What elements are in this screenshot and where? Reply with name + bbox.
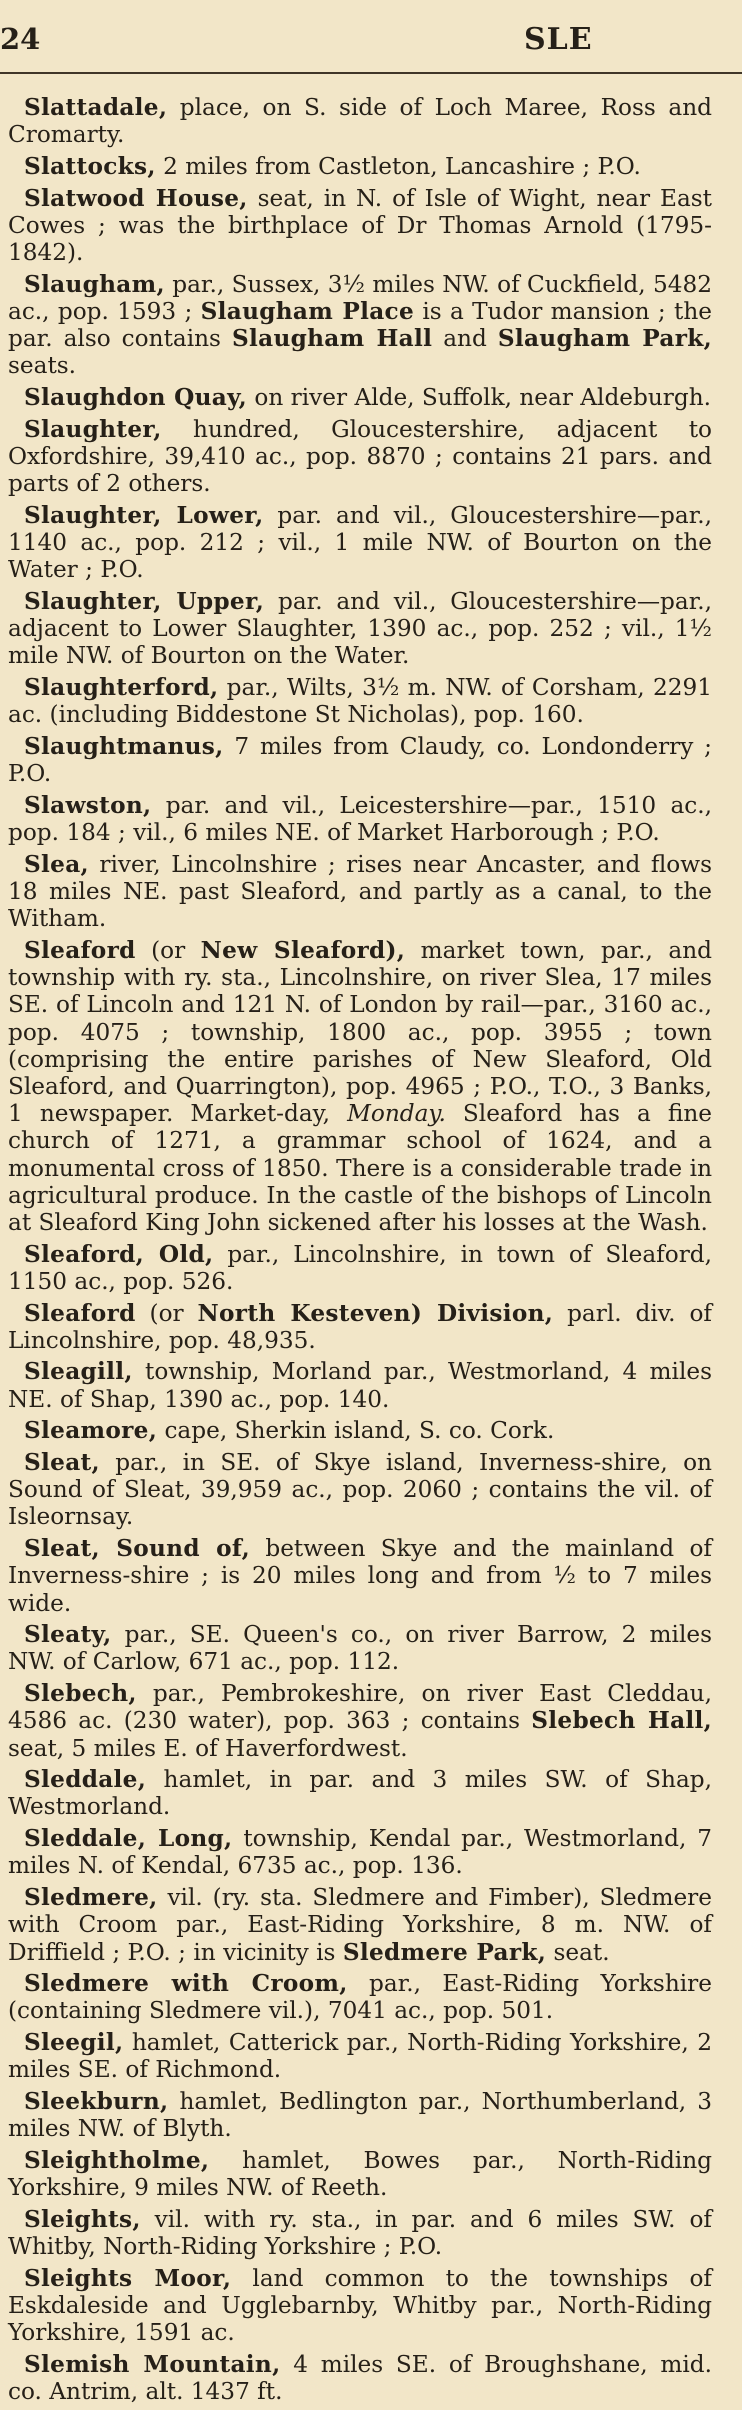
- entry-text: par., Pembrokeshire, on river East Cleddau, 4586 ac. (230 water), pop. 363 ; contains: [8, 1680, 712, 1735]
- gazetteer-entry: [8, 937, 712, 1236]
- gazetteer-entry: [8, 2147, 712, 2201]
- entry-headword: Slea,: [24, 850, 89, 878]
- gazetteer-entry: [8, 674, 712, 728]
- entry-headword: Sleagill,: [24, 1358, 133, 1386]
- page-number: 24: [0, 22, 41, 56]
- entry-headword: Sleekburn,: [24, 2088, 169, 2116]
- entry-headword: Sleddale,: [24, 1766, 147, 1794]
- entry-headword: Sleaford, Old,: [24, 1240, 214, 1268]
- gazetteer-entry: [8, 2265, 712, 2347]
- entry-headword: Slaugham Place: [200, 297, 415, 325]
- gazetteer-entry: [8, 1300, 712, 1354]
- entry-text: vil. with ry. sta., in par. and 6 miles SW. of Whitby, North-Riding Yorkshire ; P.O.: [8, 2205, 712, 2261]
- entry-text: is a Tudor mansion ; the par. also contains: [8, 297, 713, 353]
- entry-text: (or: [135, 936, 201, 964]
- entry-headword: Slaughdon Quay,: [24, 384, 248, 412]
- entry-headword: New Sleaford),: [200, 936, 406, 964]
- entry-text: place, on S. side of Loch Maree, Ross and Cromarty.: [8, 94, 712, 149]
- entry-headword: Slaughtmanus,: [24, 732, 224, 760]
- entry-headword: Sleegil,: [24, 2029, 124, 2057]
- gazetteer-entry: [8, 2206, 712, 2260]
- gazetteer-entry: [8, 1535, 712, 1617]
- entry-headword: Slaughter, Lower,: [24, 501, 264, 529]
- gazetteer-entry: [8, 1621, 712, 1675]
- gazetteer-entry: [8, 502, 712, 584]
- gazetteer-entry: [8, 1970, 712, 2024]
- entry-headword: Sleaty,: [24, 1621, 112, 1649]
- entry-text: par., in SE. of Skye island, Inverness-shire, on Sound of Sleat, 39,959 ac., pop. 2060 ; contains the vil. of Isleornsay.: [8, 1449, 712, 1531]
- entry-headword: Slebech,: [24, 1680, 137, 1708]
- entry-text: township, Morland par., Westmorland, 4 miles NE. of Shap, 1390 ac., pop. 140.: [8, 1358, 712, 1413]
- entry-text: land common to the townships of Eskdaleside and Ugglebarnby, Whitby par., North-Riding Yorkshire, 1591 ac.: [8, 2264, 712, 2347]
- entry-headword: Slaughterford,: [24, 674, 219, 702]
- gazetteer-entry: [8, 792, 712, 846]
- entry-headword: Slaugham,: [24, 270, 165, 298]
- gazetteer-entry: [8, 1825, 712, 1879]
- gazetteer-entry: [8, 1358, 712, 1412]
- entry-headword: Slebech Hall,: [531, 1707, 712, 1735]
- gazetteer-entry: [8, 1884, 712, 1966]
- entry-text: between Skye and the mainland of Inverness-shire ; is 20 miles long and from ½ to 7 miles wide.: [8, 1535, 712, 1617]
- entry-headword: Sleat,: [24, 1449, 100, 1477]
- gazetteer-entry: [8, 185, 712, 267]
- entry-text: township, Kendal par., Westmorland, 7 miles N. of Kendal, 6735 ac., pop. 136.: [8, 1825, 712, 1880]
- entry-list: [8, 94, 712, 2410]
- entry-headword: Sleights,: [24, 2205, 141, 2233]
- gazetteer-entry: [8, 2088, 712, 2142]
- entry-text: and: [432, 325, 498, 353]
- entry-text: seat, 5 miles E. of Haverfordwest.: [8, 1734, 408, 1762]
- entry-headword: Sledmere with Croom,: [24, 1970, 348, 1998]
- entry-text: hamlet, in par. and 3 miles SW. of Shap, Westmorland.: [8, 1766, 712, 1821]
- entry-headword: Slaugham Hall: [231, 325, 433, 353]
- entry-text: par., East-Riding Yorkshire (containing Sledmere vil.), 7041 ac., pop. 501.: [8, 1970, 712, 2025]
- entry-text: par. and vil., Gloucestershire—par., 1140 ac., pop. 212 ; vil., 1 mile NW. of Bourton on the Water ; P.O.: [8, 501, 712, 584]
- gazetteer-entry: [8, 1449, 712, 1531]
- entry-headword: Sleightholme,: [24, 2146, 210, 2174]
- entry-headword: North Kesteven) Division,: [197, 1299, 554, 1327]
- gazetteer-entry: [8, 1680, 712, 1762]
- gazetteer-entry: [8, 1766, 712, 1820]
- running-head: SLE: [524, 22, 593, 57]
- gazetteer-entry: [8, 588, 712, 670]
- gazetteer-entry: [8, 153, 712, 180]
- header-rule: [0, 72, 742, 74]
- entry-text: hamlet, Catterick par., North-Riding Yorkshire, 2 miles SE. of Richmond.: [8, 2029, 712, 2084]
- entry-headword: Sledmere,: [24, 1884, 158, 1912]
- entry-text: hamlet, Bedlington par., Northumberland, 3 miles NW. of Blyth.: [8, 2088, 712, 2143]
- entry-headword: Slawston,: [24, 791, 152, 819]
- entry-headword: Slatwood House,: [24, 184, 248, 212]
- gazetteer-entry: [8, 1417, 712, 1444]
- gazetteer-entry: [8, 94, 712, 148]
- entry-text: par. and vil., Gloucestershire—par., adjacent to Lower Slaughter, 1390 ac., pop. 252 ; vil., 1½ mile NW. of Bourton on the Water.: [8, 587, 712, 670]
- entry-headword: Slaughter, Upper,: [24, 587, 265, 615]
- entry-italic-text: Monday.: [347, 1100, 446, 1128]
- entry-text: river, Lincolnshire ; rises near Ancaster, and flows 18 miles NE. past Sleaford, and partly as a canal, to the Witham.: [8, 850, 712, 933]
- entry-text: 4 miles SE. of Broughshane, mid. co. Antrim, alt. 1437 ft.: [8, 2350, 712, 2406]
- entry-headword: Sleaford: [24, 936, 136, 964]
- entry-text: 2 miles from Castleton, Lancashire ; P.O.: [155, 152, 641, 180]
- entry-text: par., SE. Queen's co., on river Barrow, 2 miles NW. of Carlow, 671 ac., pop. 112.: [8, 1621, 712, 1676]
- entry-text: market town, par., and township with ry. sta., Lincolnshire, on river Slea, 17 miles SE. of Lincoln and 121 N. of London by rail—par., 3160 ac., pop. 4075 ; township, 1800 ac., pop. 3955 ; town (comprising the entire parishes of New Sleaford, Old Sleaford, and Quarrington), pop. 4965 ; P.O., T.O., 3 Banks, 1 newspaper. Market-day,: [8, 936, 712, 1128]
- gazetteer-entry: [8, 2029, 712, 2083]
- entry-text: par., Lincolnshire, in town of Sleaford, 1150 ac., pop. 526.: [8, 1240, 713, 1295]
- entry-text: seat.: [546, 1938, 610, 1966]
- gazetteer-entry: [8, 384, 712, 411]
- gazetteer-entry: [8, 2351, 712, 2405]
- gazetteer-entry: [8, 733, 712, 787]
- entry-text: hundred, Gloucestershire, adjacent to Oxfordshire, 39,410 ac., pop. 8870 ; contains 21 pars. and parts of 2 others.: [8, 415, 712, 498]
- entry-headword: Sleaford: [24, 1299, 136, 1327]
- entry-headword: Slattadale,: [24, 94, 168, 121]
- entry-headword: Sledmere Park,: [342, 1938, 547, 1966]
- page-header: [0, 0, 742, 76]
- gazetteer-entry: [8, 851, 712, 933]
- entry-text: vil. (ry. sta. Sledmere and Fimber), Sledmere with Croom par., East-Riding Yorkshire, 8 m. NW. of Driffield ; P.O. ; in vicinity is: [8, 1884, 712, 1966]
- entry-headword: Slaughter,: [24, 415, 162, 443]
- entry-text: on river Alde, Suffolk, near Aldeburgh.: [247, 384, 712, 412]
- entry-headword: Sleamore,: [24, 1417, 158, 1445]
- entry-headword: Sleights Moor,: [24, 2264, 232, 2292]
- entry-text: seat, in N. of Isle of Wight, near East Cowes ; was the birthplace of Dr Thomas Arnold (1795-1842).: [8, 184, 712, 267]
- entry-headword: Slaugham Park,: [497, 325, 712, 353]
- entry-headword: Slattocks,: [24, 152, 156, 180]
- gazetteer-entry: [8, 271, 712, 380]
- entry-text: Sleaford has a fine church of 1271, a grammar school of 1624, and a monumental cross of 1850. There is a considerable trade in agricultural produce. In the castle of the bishops of Lincoln at Sleaford King John sickened after his losses at the Wash.: [8, 1100, 712, 1236]
- entry-text: seats.: [8, 352, 77, 380]
- gazetteer-entry: [8, 416, 712, 498]
- entry-headword: Sleat, Sound of,: [24, 1535, 251, 1563]
- entry-text: (or: [135, 1299, 198, 1327]
- entry-text: cape, Sherkin island, S. co. Cork.: [157, 1417, 555, 1445]
- entry-text: hamlet, Bowes par., North-Riding Yorkshire, 9 miles NW. of Reeth.: [8, 2146, 712, 2202]
- entry-text: parl. div. of Lincolnshire, pop. 48,935.: [8, 1299, 712, 1354]
- entry-text: 7 miles from Claudy, co. Londonderry ; P.O.: [8, 732, 712, 788]
- entry-headword: Sleddale, Long,: [24, 1825, 233, 1853]
- entry-text: par. and vil., Leicestershire—par., 1510 ac., pop. 184 ; vil., 6 miles NE. of Market Harborough ; P.O.: [8, 791, 712, 847]
- gazetteer-entry: [8, 1241, 712, 1295]
- entry-text: par., Sussex, 3½ miles NW. of Cuckfield, 5482 ac., pop. 1593 ;: [8, 270, 712, 325]
- entry-headword: Slemish Mountain,: [24, 2350, 281, 2378]
- entry-text: par., Wilts, 3½ m. NW. of Corsham, 2291 ac. (including Biddestone St Nicholas), pop. 160.: [8, 674, 712, 729]
